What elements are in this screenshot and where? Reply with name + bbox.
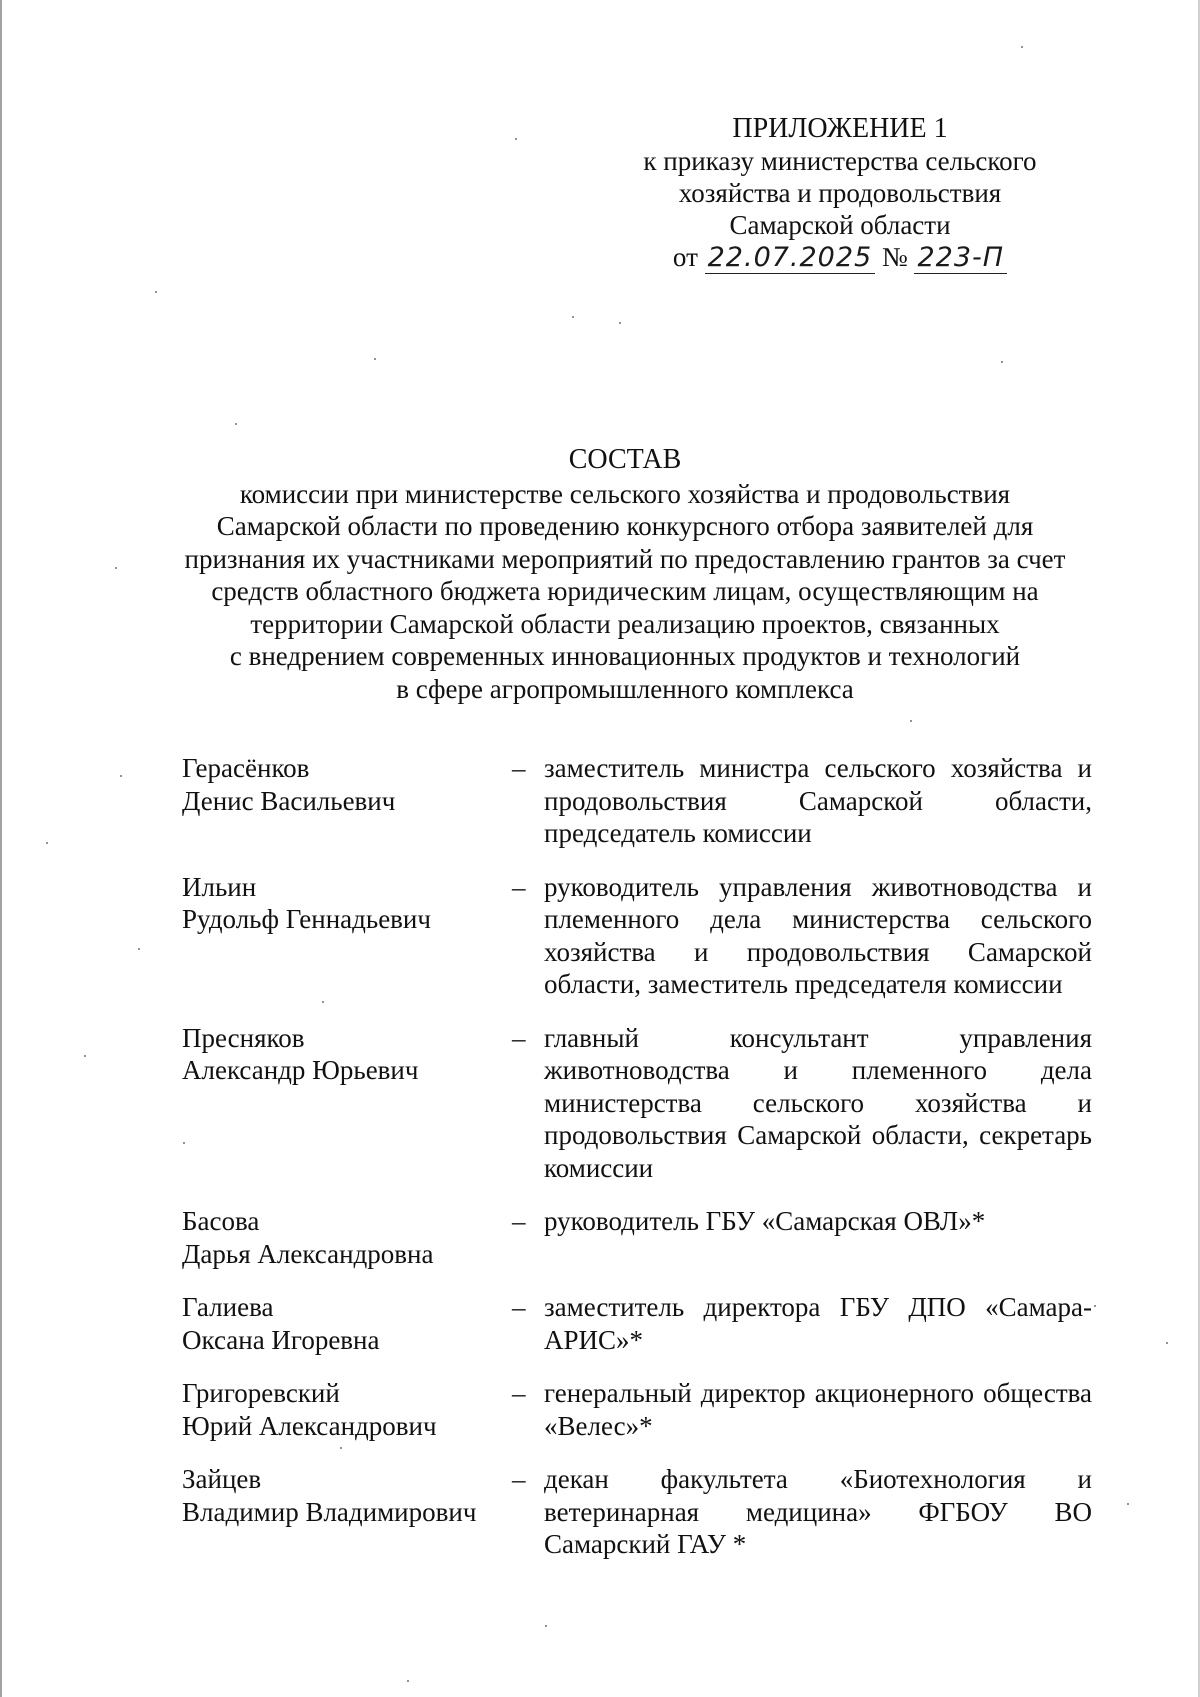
member-row	[182, 1377, 1092, 1442]
member-surname: Пресняков	[182, 1022, 305, 1053]
member-row	[182, 752, 1092, 850]
annex-line: Самарской области	[729, 210, 951, 240]
member-given-names: Александр Юрьевич	[182, 1055, 419, 1085]
member-name	[182, 1291, 512, 1356]
scan-speck	[183, 1142, 185, 1144]
scan-speck	[1001, 361, 1003, 363]
member-row	[182, 1022, 1092, 1185]
member-surname: Зайцев	[182, 1464, 262, 1494]
heading-line: территории Самарской области реализацию проектов, связанных	[250, 608, 1000, 639]
commission-members-list	[182, 752, 1092, 1582]
member-surname: Григоревский	[182, 1378, 340, 1408]
member-name	[182, 871, 512, 1001]
scan-speck	[1021, 46, 1023, 48]
member-surname: Герасёнков	[182, 753, 310, 783]
heading-line: комиссии при министерстве сельского хозяйства и продовольствия	[239, 478, 1011, 509]
annex-title: ПРИЛОЖЕНИЕ 1	[732, 113, 948, 144]
scan-speck	[46, 842, 48, 844]
dash-separator: –	[512, 871, 526, 902]
heading-line: в сфере агропромышленного комплекса	[396, 673, 854, 704]
dash-separator: –	[512, 1022, 526, 1053]
member-given-names: Денис Васильевич	[182, 785, 396, 816]
scan-speck	[115, 567, 117, 569]
scan-speck	[155, 291, 157, 293]
scan-speck	[138, 948, 140, 950]
dash-separator: –	[512, 753, 526, 783]
scan-speck	[515, 138, 517, 140]
dash-separator: –	[512, 1464, 526, 1494]
scan-speck	[84, 1055, 86, 1057]
member-surname: Басова	[182, 1206, 260, 1236]
member-role: заместитель директора ГБУ ДПО «Самара-АРИС»*	[544, 1292, 1092, 1355]
annex-block	[630, 113, 1050, 274]
member-name	[182, 1463, 512, 1561]
member-role: главный консультант управления животноводства и племенного дела министерства сельского хозяйства и продовольствия Самарской области, секретарь комиссии	[544, 1022, 1092, 1183]
heading-line: признания их участниками мероприятий по предоставлению грантов за счет	[184, 543, 1066, 574]
scan-speck	[407, 1680, 409, 1682]
dash-separator: –	[512, 1206, 526, 1236]
member-surname: Галиева	[182, 1292, 274, 1322]
heading-line: средств областного бюджета юридическим лицам, осуществляющим на	[211, 576, 1039, 606]
member-name	[182, 1377, 512, 1442]
scan-speck	[235, 423, 237, 425]
member-given-names: Юрий Александрович	[182, 1410, 437, 1441]
scan-speck	[120, 775, 122, 777]
number-sign: №	[881, 242, 908, 272]
scan-speck	[572, 316, 574, 318]
scan-speck	[619, 322, 621, 324]
member-given-names: Оксана Игоревна	[182, 1324, 380, 1355]
order-date-line	[630, 241, 1050, 274]
scan-speck	[1094, 1305, 1096, 1307]
member-name	[182, 752, 512, 850]
heading-line: Самарской области по проведению конкурсного отбора заявителей для	[216, 511, 1034, 541]
member-row	[182, 1463, 1092, 1561]
scan-speck	[1127, 1503, 1129, 1505]
member-role: декан факультета «Биотехнология и ветеринарная медицина» ФГБОУ ВО Самарский ГАУ *	[544, 1464, 1092, 1559]
dash-separator: –	[512, 1378, 526, 1408]
member-surname: Ильин	[182, 871, 257, 902]
scan-speck	[374, 358, 376, 360]
scan-edge	[0, 0, 2, 1697]
annex-line: к приказу министерства сельского	[643, 146, 1037, 176]
scan-speck	[545, 1625, 547, 1627]
member-given-names: Рудольф Геннадьевич	[182, 904, 431, 934]
document-heading	[140, 444, 1110, 705]
scan-speck	[340, 1447, 342, 1449]
member-role: руководитель ГБУ «Самарская ОВЛ»*	[544, 1206, 986, 1236]
date-prefix: от	[672, 242, 698, 272]
member-row	[182, 871, 1092, 1001]
handwritten-date: 22.07.2025	[705, 243, 876, 274]
annex-line: хозяйства и продовольствия	[678, 178, 1002, 208]
scan-speck	[1166, 1342, 1168, 1344]
member-role: генеральный директор акционерного общества «Велес»*	[544, 1378, 1092, 1441]
heading-title: СОСТАВ	[568, 444, 682, 475]
member-given-names: Владимир Владимирович	[182, 1496, 477, 1527]
heading-line: с внедрением современных инновационных продуктов и технологий	[229, 641, 1021, 671]
scan-speck	[910, 720, 912, 722]
member-role: руководитель управления животноводства и племенного дела министерства сельского хозяйства и продовольствия Самарской области, заместитель председателя комиссии	[544, 871, 1092, 999]
scan-speck	[322, 1001, 324, 1003]
member-role: заместитель министра сельского хозяйства и продовольствия Самарской области, председатель комиссии	[544, 753, 1092, 848]
member-given-names: Дарья Александровна	[182, 1238, 434, 1269]
member-name	[182, 1205, 512, 1270]
dash-separator: –	[512, 1292, 526, 1322]
member-row	[182, 1205, 1092, 1270]
member-row	[182, 1291, 1092, 1356]
handwritten-number: 223-П	[914, 243, 1007, 274]
member-name	[182, 1022, 512, 1185]
